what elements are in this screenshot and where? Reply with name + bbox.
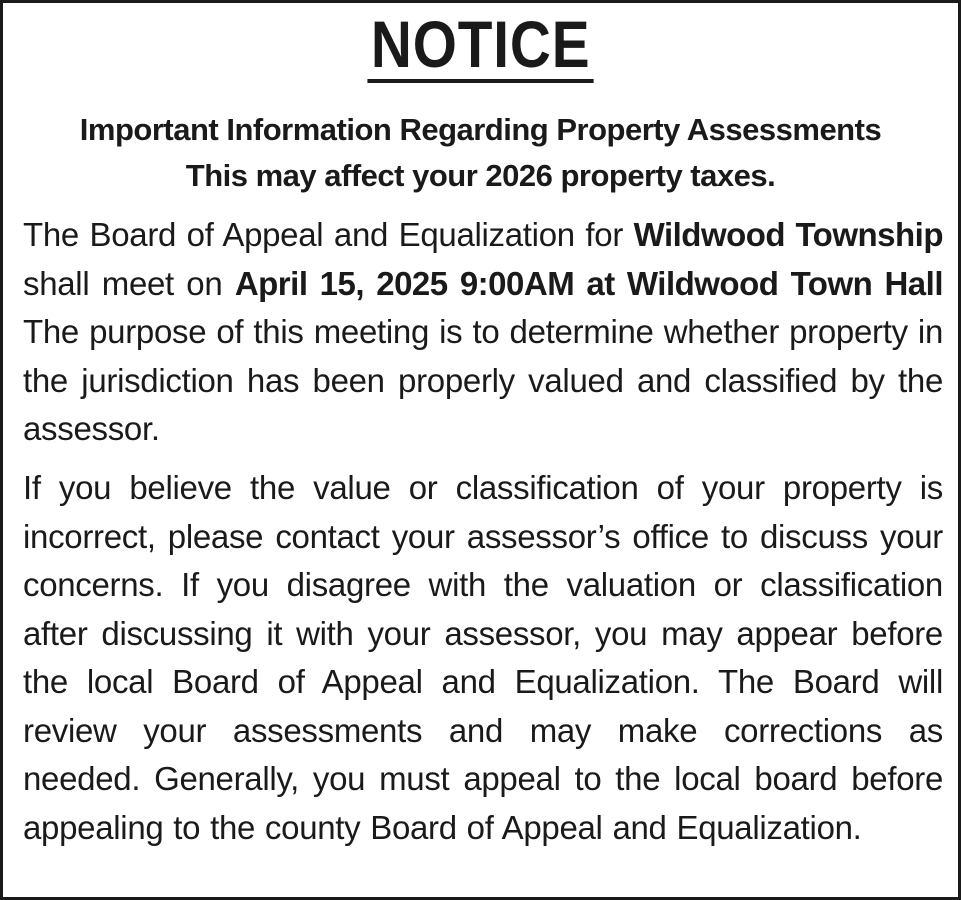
notice-title (3, 9, 958, 83)
meeting-paragraph (23, 211, 943, 454)
notice-title-text: NOTICE (367, 9, 593, 83)
meeting-text-intro: The Board of Appeal and Equalization for (23, 216, 634, 253)
meeting-date-location: April 15, 2025 9:00AM at Wildwood Town Hall (234, 264, 943, 302)
appeal-paragraph: If you believe the value or classification of your property is incorrect, please contact your assessor’s office to discuss your concerns. If you disagree with the valuation or classification after discussing it with your assessor, you may appear before the local Board of Appeal and Equalization. The Board will review your assessments and may make corrections as needed. Generally, you must appeal to the local board before appealing to the county Board of Appeal and Equalization. (23, 469, 943, 846)
notice-subheading-line1: Important Information Regarding Property Assessments (79, 112, 882, 147)
township-name: Wildwood Township (633, 216, 943, 253)
meeting-text-purpose: The purpose of this meeting is to determine whether property in the jurisdiction has been properly valued and classified by the assessor. (23, 313, 943, 447)
meeting-text-mid: shall meet on (23, 264, 235, 302)
notice-subheading-line2: This may affect your 2026 property taxes. (185, 158, 776, 193)
